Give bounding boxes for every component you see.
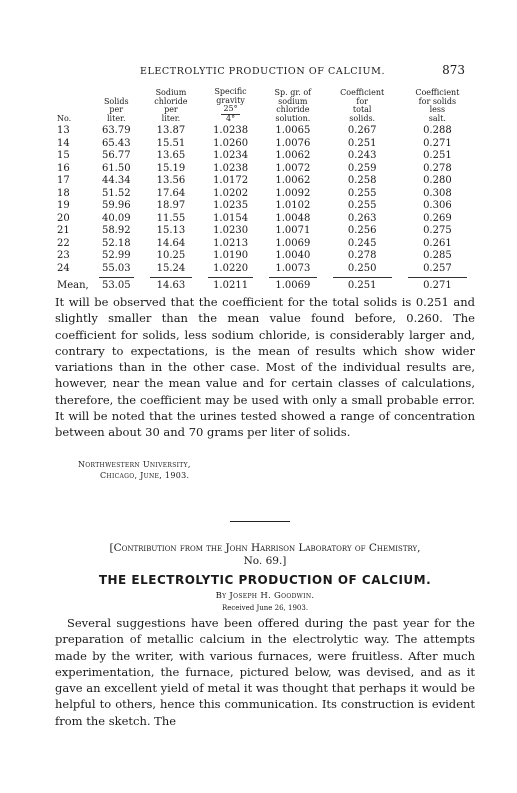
table-row bbox=[55, 138, 475, 151]
affiliation-place-date: Chicago, June, 1903. bbox=[100, 471, 190, 480]
mean-rule bbox=[208, 277, 253, 278]
col-header-sp-gr-sodium-chloride bbox=[261, 88, 325, 125]
table-cell: 63.79 bbox=[101, 125, 131, 136]
mean-rule bbox=[99, 277, 134, 278]
table-cell: 13.65 bbox=[156, 150, 186, 161]
header-fraction-bottom: 4° bbox=[226, 113, 236, 123]
table-cell: 14.64 bbox=[156, 237, 186, 249]
table-row bbox=[55, 250, 475, 263]
col-header-sodium-chloride bbox=[142, 88, 200, 125]
table-cell: 15.13 bbox=[156, 225, 186, 236]
table-cell: 1.0092 bbox=[275, 187, 311, 199]
table-cell: 1.0238 bbox=[213, 162, 249, 174]
table-cell: 17 bbox=[57, 175, 70, 186]
table-cell: 1.0260 bbox=[213, 137, 249, 149]
mean-cell: 1.0069 bbox=[275, 280, 311, 291]
mean-rule bbox=[408, 277, 467, 278]
col-header-coefficient-total bbox=[325, 88, 400, 125]
table-cell: 0.255 bbox=[347, 200, 377, 211]
table-cell: 21 bbox=[57, 225, 70, 236]
table-row bbox=[55, 175, 475, 188]
table-cell: 10.25 bbox=[156, 250, 186, 261]
affiliation-institution: Northwestern University, bbox=[78, 460, 191, 469]
table-cell: 0.261 bbox=[423, 237, 452, 249]
table-cell: 13 bbox=[57, 125, 70, 136]
table-cell: 56.77 bbox=[101, 150, 131, 161]
table-cell: 1.0213 bbox=[213, 237, 249, 249]
header-line: Solids bbox=[103, 96, 129, 106]
mean-cell: Mean, bbox=[57, 280, 89, 291]
table-cell: 11.55 bbox=[156, 212, 186, 224]
table-cell: 1.0065 bbox=[275, 125, 311, 136]
header-line: per bbox=[109, 105, 124, 114]
table-row bbox=[55, 263, 475, 276]
table-row bbox=[55, 150, 475, 163]
mean-rule bbox=[333, 277, 392, 278]
results-table bbox=[55, 88, 475, 293]
header-line: Specific bbox=[214, 87, 247, 96]
table-row bbox=[55, 163, 475, 176]
col-header-solids bbox=[91, 88, 142, 125]
table-cell: 18 bbox=[57, 187, 70, 199]
running-title: ELECTROLYTIC PRODUCTION OF CALCIUM. bbox=[139, 66, 386, 77]
table-cell: 0.250 bbox=[347, 262, 377, 274]
header-line: total bbox=[352, 105, 372, 114]
table-body bbox=[55, 125, 475, 293]
table-cell: 59.96 bbox=[101, 200, 131, 211]
header-line: liter. bbox=[161, 113, 181, 123]
header-line: Sp. gr. of bbox=[274, 88, 312, 97]
table-cell: 1.0062 bbox=[275, 175, 311, 186]
header-line: for bbox=[356, 96, 368, 106]
mean-cell: 53.05 bbox=[101, 280, 131, 291]
header-line: Coefficient bbox=[415, 88, 460, 97]
table-cell: 0.308 bbox=[423, 187, 452, 199]
header-line: Coefficient bbox=[340, 88, 385, 97]
section-divider bbox=[230, 521, 290, 522]
table-cell: 52.99 bbox=[101, 250, 131, 261]
table-row bbox=[55, 238, 475, 251]
table-row bbox=[55, 188, 475, 201]
header-line: gravity bbox=[216, 95, 245, 105]
table-cell: 20 bbox=[57, 212, 70, 224]
table-cell: 1.0076 bbox=[275, 137, 311, 149]
table-cell: 0.259 bbox=[347, 162, 377, 174]
table-cell: 61.50 bbox=[101, 162, 131, 174]
table-cell: 1.0235 bbox=[213, 200, 249, 211]
header-line: chloride bbox=[276, 105, 310, 114]
table-cell: 0.258 bbox=[347, 175, 377, 186]
running-head bbox=[60, 63, 465, 77]
table-cell: 1.0202 bbox=[213, 187, 249, 199]
table-cell: 1.0069 bbox=[275, 237, 311, 249]
table-cell: 0.271 bbox=[423, 137, 452, 149]
table-cell: 15.19 bbox=[156, 162, 186, 174]
header-line: chloride bbox=[154, 96, 188, 106]
table-cell: 15.51 bbox=[156, 137, 186, 149]
table-cell: 51.52 bbox=[101, 187, 131, 199]
table-cell: 0.243 bbox=[347, 150, 377, 161]
table-cell: 1.0234 bbox=[213, 150, 249, 161]
received-date: Received June 26, 1903. bbox=[221, 604, 309, 612]
contribution-number: No. 69.] bbox=[243, 555, 287, 567]
table-row bbox=[55, 213, 475, 226]
table-cell: 55.03 bbox=[101, 262, 131, 274]
article-author: By Joseph H. Goodwin. bbox=[215, 591, 315, 601]
table-cell: 1.0154 bbox=[213, 212, 249, 224]
table-cell: 1.0102 bbox=[275, 200, 311, 211]
table-header-row bbox=[55, 88, 475, 125]
table-cell: 19 bbox=[57, 200, 70, 211]
header-line: salt. bbox=[428, 113, 446, 123]
table-cell: 22 bbox=[57, 237, 70, 249]
table-cell: 1.0220 bbox=[213, 262, 249, 274]
header-line: No. bbox=[57, 113, 72, 123]
table-cell: 58.92 bbox=[101, 225, 131, 236]
table-cell: 0.275 bbox=[423, 225, 452, 236]
table-cell: 44.34 bbox=[101, 175, 131, 186]
table-cell: 0.251 bbox=[423, 150, 452, 161]
header-line: less bbox=[429, 105, 446, 114]
col-header-specific-gravity bbox=[200, 88, 261, 125]
table-row bbox=[55, 125, 475, 138]
table-cell: 0.257 bbox=[423, 262, 452, 274]
contribution-line: [Contribution from the John Harrison Laboratory of Chemistry, bbox=[109, 542, 421, 554]
contribution-note bbox=[55, 542, 475, 568]
affiliation bbox=[78, 459, 191, 481]
table-cell: 0.285 bbox=[423, 250, 452, 261]
table-row bbox=[55, 225, 475, 238]
mean-row bbox=[55, 279, 475, 293]
table-cell: 0.251 bbox=[347, 137, 377, 149]
col-header-no bbox=[55, 88, 91, 125]
table-cell: 65.43 bbox=[101, 137, 131, 149]
article-title: THE ELECTROLYTIC PRODUCTION OF CALCIUM. bbox=[98, 573, 432, 587]
table-cell: 1.0040 bbox=[275, 250, 311, 261]
table-cell: 1.0238 bbox=[213, 125, 249, 136]
table-cell: 1.0073 bbox=[275, 262, 311, 274]
table-cell: 0.255 bbox=[347, 187, 377, 199]
table-cell: 18.97 bbox=[156, 200, 186, 211]
table-cell: 0.278 bbox=[347, 250, 377, 261]
page-number: 873 bbox=[442, 63, 465, 77]
table-cell: 13.56 bbox=[156, 175, 186, 186]
table-cell: 0.278 bbox=[423, 162, 452, 174]
table-cell: 17.64 bbox=[156, 187, 186, 199]
table-cell: 40.09 bbox=[101, 212, 131, 224]
header-line: solution. bbox=[275, 113, 311, 123]
mean-cell: 0.251 bbox=[347, 280, 377, 291]
header-line: solids. bbox=[349, 113, 376, 123]
table-cell: 0.267 bbox=[347, 125, 377, 136]
header-fraction-top: 25° bbox=[223, 104, 238, 113]
article-opening-paragraph: Several suggestions have been offered during the past year for the preparation of metallic calcium in the electrolytic way. The attempts made by the writer, with various furnaces, were fruitless. After much experimentation, the furnace, pictured below, was devised, and as it gave an excellent yield of metal it was thought that perhaps it would be helpful to others, hence this communication. Its construction is evident from the sketch. The bbox=[55, 616, 475, 728]
table-cell: 52.18 bbox=[101, 237, 131, 249]
table-cell: 15 bbox=[57, 150, 70, 161]
table-cell: 0.306 bbox=[423, 200, 452, 211]
table-cell: 0.269 bbox=[423, 212, 452, 224]
table-row bbox=[55, 200, 475, 213]
table-cell: 1.0230 bbox=[213, 225, 249, 236]
table-cell: 1.0048 bbox=[275, 212, 311, 224]
table-cell: 16 bbox=[57, 162, 70, 174]
table-cell: 1.0190 bbox=[213, 250, 249, 261]
table-cell: 0.256 bbox=[347, 225, 377, 236]
table-cell: 0.280 bbox=[423, 175, 452, 186]
mean-rule bbox=[269, 277, 317, 278]
mean-cell: 0.271 bbox=[423, 280, 452, 291]
table-cell: 14 bbox=[57, 137, 70, 149]
table-cell: 0.288 bbox=[423, 125, 452, 136]
col-header-coefficient-less-salt bbox=[400, 88, 475, 125]
table-cell: 0.263 bbox=[347, 212, 377, 224]
table-cell: 1.0172 bbox=[213, 175, 249, 186]
table-cell: 24 bbox=[57, 262, 70, 274]
table-cell: 13.87 bbox=[156, 125, 186, 136]
table-cell: 1.0062 bbox=[275, 150, 311, 161]
header-line: sodium bbox=[278, 96, 308, 106]
header-line: Sodium bbox=[155, 88, 187, 97]
header-line: per bbox=[164, 105, 178, 114]
table-cell: 15.24 bbox=[156, 262, 186, 274]
table-cell: 23 bbox=[57, 250, 70, 261]
header-line: for solids bbox=[418, 96, 457, 106]
body-paragraph: It will be observed that the coefficient for the total solids is 0.251 and slightly smaller than the mean value found before, 0.260. The coefficient for solids, less sodium chloride, is considerably larger and, contrary to expectations, is the mean of results which show wider variations than in the other case. Most of the individual results are, however, near the mean value and for certain classes of calculations, therefore, the coefficient may be used with only a small probable error. It will be noted that the urines tested showed a range of concentration between about 30 and 70 grams per liter of solids. bbox=[55, 295, 475, 440]
mean-cell: 1.0211 bbox=[213, 280, 249, 291]
mean-cell: 14.63 bbox=[156, 280, 186, 291]
table-cell: 0.245 bbox=[347, 237, 377, 249]
table-cell: 1.0071 bbox=[275, 225, 311, 236]
mean-rule bbox=[150, 277, 192, 278]
header-line: liter. bbox=[106, 113, 126, 123]
table-cell: 1.0072 bbox=[275, 162, 311, 174]
